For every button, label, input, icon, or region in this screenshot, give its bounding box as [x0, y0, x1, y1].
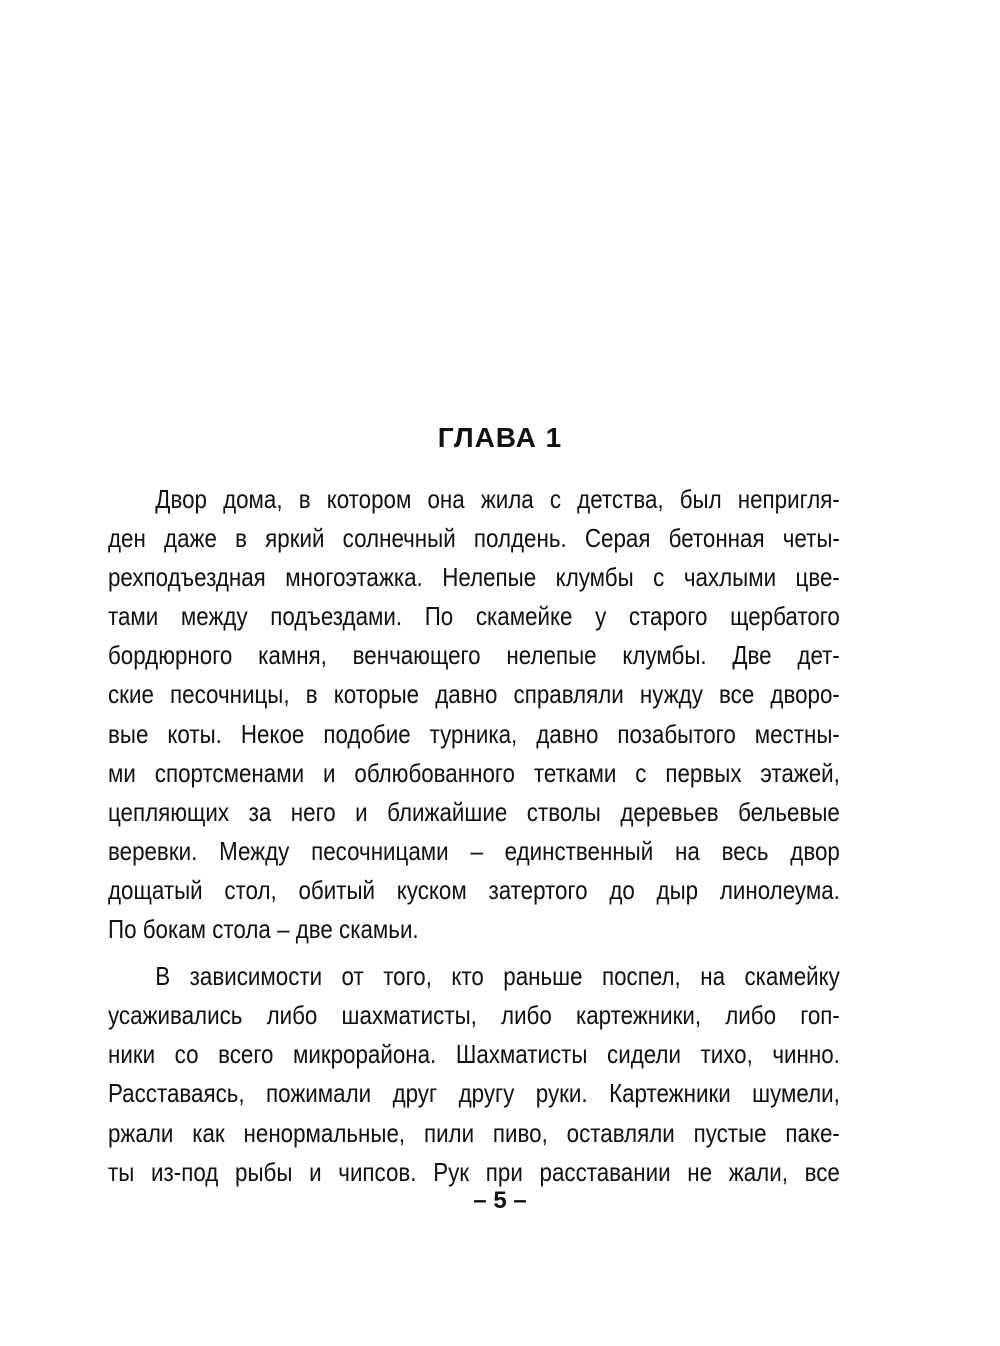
text-line: ден даже в яркий солнечный полдень. Серая бетонная четы-: [108, 523, 840, 554]
text-line: В зависимости от того, кто раньше поспел, на скамейку: [155, 961, 840, 992]
text-line: ники со всего микрорайона. Шахматисты сидели тихо, чинно.: [108, 1039, 840, 1070]
paragraph: [108, 957, 840, 1192]
chapter-title: ГЛАВА 1: [437, 422, 563, 453]
text-line: цепляющих за него и ближайшие стволы деревьев бельевые: [108, 796, 840, 827]
body-text: [108, 480, 840, 1192]
text-line: дощатый стол, обитый куском затертого до дыр линолеума.: [108, 874, 840, 905]
text-line: Расставаясь, пожимали друг другу руки. Картежники шумели,: [108, 1078, 840, 1109]
text-line: вые коты. Некое подобие турника, давно позабытого местны-: [108, 718, 840, 749]
text-line: веревки. Между песочницами – единственный на весь двор: [108, 835, 840, 866]
text-line: ские песочницы, в которые давно справляли нужду все дворо-: [108, 679, 840, 710]
text-line: Двор дома, в котором она жила с детства, был непригля-: [155, 484, 840, 514]
paragraph: [108, 480, 840, 949]
page-number: – 5 –: [473, 1187, 527, 1214]
text-line: рехподъездная многоэтажка. Нелепые клумбы с чахлыми цве-: [108, 562, 840, 593]
text-line: ржали как ненормальные, пили пиво, оставляли пустые паке-: [108, 1117, 840, 1148]
text-line: тами между подъездами. По скамейке у старого щербатого: [108, 601, 840, 632]
text-line: бордюрного камня, венчающего нелепые клумбы. Две дет-: [108, 640, 840, 671]
text-line: усаживались либо шахматисты, либо картежники, либо гоп-: [108, 1000, 840, 1031]
text-line: ми спортсменами и облюбованного тетками с первых этажей,: [108, 757, 840, 788]
paragraph-gap: [108, 949, 840, 957]
text-line: По бокам стола – две скамьи.: [108, 914, 419, 945]
text-line: ты из-под рыбы и чипсов. Рук при расставании не жали, все: [108, 1156, 840, 1187]
